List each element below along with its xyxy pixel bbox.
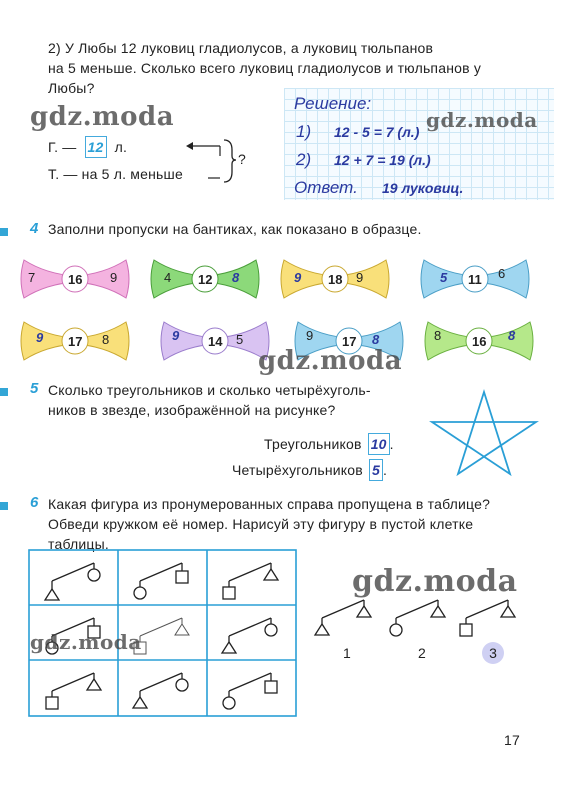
bow-1-center: 16 (68, 272, 83, 287)
option-1-figure (315, 600, 371, 635)
solution-panel (284, 88, 554, 200)
bow-2-left: 4 (164, 270, 172, 285)
bow-1 (16, 254, 134, 309)
record-g-value: 12 (85, 136, 107, 158)
watermark-1: gdz.moda (30, 102, 175, 132)
bow-8-right: 8 (508, 328, 516, 343)
step2-number: 2) (296, 150, 312, 169)
bow-3-left: 9 (294, 270, 302, 285)
bow-5-center: 17 (68, 334, 83, 349)
triangles-value: 10 (368, 433, 390, 455)
task6-line1: Какая фигура из пронумерованных справа пропущена в таблице? (48, 496, 491, 512)
task5-number: 5 (30, 380, 39, 397)
record-t: Т. — на 5 л. меньше (48, 166, 183, 182)
bow-6 (156, 316, 274, 371)
task6-number: 6 (30, 494, 39, 511)
record-g-label: Г. — (48, 139, 77, 155)
task2-line3: Любы? (48, 80, 95, 96)
bow-8-left: 8 (434, 328, 442, 343)
bow-6-left: 9 (172, 328, 180, 343)
triangles-answer: Треугольников 10 . (264, 433, 394, 455)
watermark-3: gdz.moda (258, 346, 403, 376)
bow-5-right: 8 (102, 332, 110, 347)
watermark-4: gdz.moda (352, 564, 518, 599)
bow-1-right: 9 (110, 270, 118, 285)
answer-label: Ответ. (294, 178, 358, 197)
task5-line1: Сколько треугольников и сколько четырёхуголь- (48, 382, 371, 398)
bow-7-right: 8 (372, 332, 380, 347)
quads-answer: Четырёхугольников 5 . (232, 459, 387, 481)
bow-4-center: 11 (468, 272, 482, 287)
step2-expression: 12 + 7 = 19 (л.) (334, 152, 431, 168)
watermark-2: gdz.moda (426, 108, 538, 132)
task4-text: Заполни пропуски на бантиках, как показано в образце. (48, 221, 422, 237)
answer-value: 19 луковиц. (382, 180, 464, 196)
bow-2 (146, 254, 264, 309)
task6-line2: Обведи кружком её номер. Нарисуй эту фигуру в пустой клетке (48, 516, 474, 532)
cell-r3c3 (223, 673, 277, 709)
bow-3-center: 18 (328, 272, 343, 287)
bow-8-center: 16 (472, 334, 487, 349)
solution-title: Решение: (294, 94, 372, 113)
option-1-label: 1 (343, 645, 351, 661)
bow-3-right: 9 (356, 270, 364, 285)
watermark-5: gdz.moda (30, 630, 142, 654)
bow-2-right: 8 (232, 270, 240, 285)
option-3-label: 3 (489, 645, 497, 661)
quads-label: Четырёхугольников (232, 462, 363, 478)
cell-r1c1 (45, 563, 100, 600)
step1-expression: 12 - 5 = 7 (л.) (334, 124, 420, 140)
task4-number: 4 (30, 220, 39, 237)
record-g (48, 136, 127, 158)
page-number: 17 (504, 732, 520, 748)
task6-line3: таблицы. (48, 536, 109, 552)
bow-6-right: 5 (236, 332, 244, 347)
task5-line2: ников в звезде, изображённой на рисунке? (48, 402, 336, 418)
bow-7-center: 17 (342, 334, 357, 349)
cell-r1c3 (223, 563, 278, 599)
bow-5 (16, 316, 134, 371)
cell-r1c2 (134, 563, 188, 599)
task5-marker (0, 388, 8, 396)
cell-r2c3 (222, 618, 277, 653)
cell-r2c2 (134, 618, 189, 654)
task6-marker (0, 502, 8, 510)
bow-6-center: 14 (208, 334, 223, 349)
record-brace (180, 136, 260, 186)
task6-text (48, 494, 558, 554)
bow-4-right: 6 (498, 266, 506, 281)
option-3-selected[interactable] (482, 642, 504, 664)
bow-1-left: 7 (28, 270, 36, 285)
task4-marker (0, 228, 8, 236)
task2-line1: У Любы 12 луковиц гладиолусов, а луковиц тюльпанов (64, 40, 434, 56)
task5-text (48, 380, 378, 420)
step1-number: 1) (296, 122, 312, 141)
bow-7-left: 9 (306, 328, 314, 343)
option-2-figure (390, 600, 445, 636)
cell-r3c1 (46, 673, 101, 709)
bow-5-left: 9 (36, 330, 44, 345)
option-2-label: 2 (418, 645, 426, 661)
bow-3 (276, 254, 394, 309)
option-3-figure (460, 600, 515, 636)
bow-8 (420, 316, 538, 371)
bow-4 (416, 254, 534, 309)
task2-prefix: 2) (48, 40, 61, 56)
star-figure (424, 388, 544, 480)
figure-options (308, 594, 530, 646)
record-question: ? (238, 151, 246, 167)
task2-line2: на 5 меньше. Сколько всего луковиц гладиолусов и тюльпанов у (48, 60, 482, 76)
cell-r3c2 (133, 673, 188, 708)
bow-4-left: 5 (440, 270, 448, 285)
quads-value: 5 (369, 459, 383, 481)
triangles-label: Треугольников (264, 436, 362, 452)
record-g-unit: л. (114, 139, 128, 155)
bow-2-center: 12 (198, 272, 213, 287)
